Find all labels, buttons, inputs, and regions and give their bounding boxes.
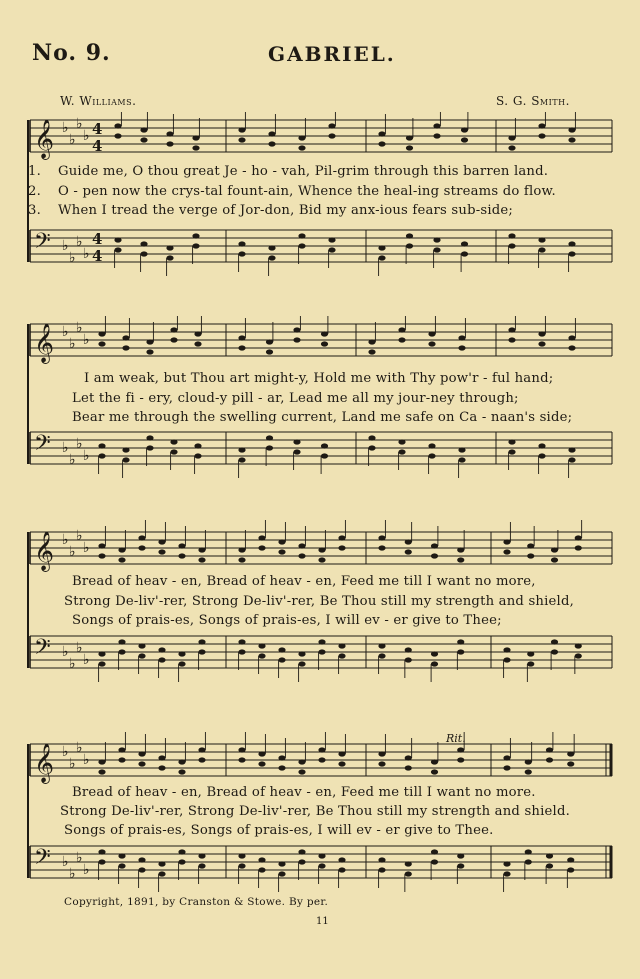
notehead: [527, 651, 534, 656]
notehead: [321, 443, 328, 448]
page-number: 11: [316, 916, 329, 927]
flat-icon: ♭: [76, 850, 83, 866]
notehead: [268, 131, 275, 136]
notehead: [405, 539, 412, 544]
treble-staff: [30, 316, 612, 364]
notehead: [398, 439, 405, 444]
hymn-title: GABRIEL.: [268, 42, 396, 66]
notehead: [338, 857, 345, 862]
notehead: [321, 331, 328, 336]
notehead: [98, 543, 105, 548]
flat-icon: ♭: [76, 640, 83, 656]
flat-icon: ♭: [69, 336, 76, 352]
notehead: [238, 447, 245, 452]
lyric-line: Bear me through the swelling current, Land me safe on Ca - naan's side;: [72, 410, 573, 425]
notehead: [551, 547, 558, 552]
notehead: [378, 751, 385, 756]
flat-icon: ♭: [62, 120, 69, 136]
notehead: [146, 435, 153, 440]
notehead: [405, 861, 412, 866]
notehead: [192, 233, 199, 238]
notehead: [98, 331, 105, 336]
staff-graphic: [26, 112, 616, 288]
flat-icon: ♭: [62, 238, 69, 254]
notehead: [198, 639, 205, 644]
treble-clef-icon: 𝄞: [34, 743, 55, 783]
bass-staff: [30, 229, 612, 276]
notehead: [508, 327, 515, 332]
flat-icon: ♭: [69, 756, 76, 772]
notehead: [238, 853, 245, 858]
flat-icon: ♭: [69, 250, 76, 266]
notehead: [178, 543, 185, 548]
treble-clef-icon: 𝄞: [34, 119, 55, 159]
notehead: [538, 331, 545, 336]
flat-icon: ♭: [76, 320, 83, 336]
notehead: [298, 759, 305, 764]
notehead: [114, 237, 121, 242]
notehead: [298, 233, 305, 238]
notehead: [138, 857, 145, 862]
notehead: [328, 237, 335, 242]
lyric-line: Bread of heav - en, Bread of heav - en, Feed me till I want no more.: [72, 785, 536, 800]
notehead: [170, 327, 177, 332]
notehead: [258, 535, 265, 540]
notehead: [298, 651, 305, 656]
notehead: [431, 849, 438, 854]
notehead: [457, 639, 464, 644]
notehead: [575, 643, 582, 648]
svg-text:4: 4: [92, 247, 103, 265]
notehead: [238, 241, 245, 246]
notehead: [398, 327, 405, 332]
treble-staff: [30, 732, 612, 784]
notehead: [278, 647, 285, 652]
notehead: [178, 759, 185, 764]
notehead: [457, 747, 464, 752]
notehead: [238, 335, 245, 340]
notehead: [238, 547, 245, 552]
flat-icon: ♭: [69, 866, 76, 882]
notehead: [338, 535, 345, 540]
notehead: [527, 543, 534, 548]
composer-credit: S. G. Smith.: [496, 94, 570, 108]
flat-icon: ♭: [76, 528, 83, 544]
notehead: [551, 639, 558, 644]
notehead: [368, 339, 375, 344]
notehead: [266, 435, 273, 440]
notehead: [508, 233, 515, 238]
notehead: [158, 861, 165, 866]
notehead: [178, 849, 185, 854]
lyric-line: 2. O - pen now the crys-tal fount-ain, Whence the heal-ing streams do flow.: [28, 184, 556, 199]
flat-icon: ♭: [83, 332, 90, 348]
notehead: [458, 447, 465, 452]
notehead: [118, 547, 125, 552]
treble-clef-icon: 𝄞: [34, 531, 55, 571]
notehead: [118, 747, 125, 752]
notehead: [293, 327, 300, 332]
staff-graphic: [26, 520, 616, 700]
notehead: [122, 335, 129, 340]
notehead: [428, 443, 435, 448]
flat-icon: ♭: [69, 656, 76, 672]
notehead: [298, 849, 305, 854]
notehead: [118, 853, 125, 858]
notehead: [258, 643, 265, 648]
notehead: [567, 857, 574, 862]
notehead: [318, 853, 325, 858]
notehead: [538, 443, 545, 448]
notehead: [368, 435, 375, 440]
notehead: [238, 639, 245, 644]
notehead: [538, 123, 545, 128]
notehead: [138, 535, 145, 540]
notehead: [198, 853, 205, 858]
flat-icon: ♭: [83, 128, 90, 144]
flat-icon: ♭: [62, 324, 69, 340]
notehead: [194, 443, 201, 448]
lyric-line: 1. Guide me, O thou great Je - ho - vah, Pil-grim through this barren land.: [28, 164, 549, 179]
notehead: [178, 651, 185, 656]
notehead: [568, 127, 575, 132]
notehead: [140, 241, 147, 246]
notehead: [431, 543, 438, 548]
notehead: [378, 857, 385, 862]
flat-icon: ♭: [76, 740, 83, 756]
notehead: [338, 751, 345, 756]
notehead: [146, 339, 153, 344]
notehead: [238, 127, 245, 132]
notehead: [546, 853, 553, 858]
notehead: [503, 539, 510, 544]
notehead: [170, 439, 177, 444]
notehead: [433, 237, 440, 242]
notehead: [405, 647, 412, 652]
flat-icon: ♭: [83, 752, 90, 768]
bass-clef-icon: 𝄢: [34, 845, 51, 875]
notehead: [140, 127, 147, 132]
notehead: [568, 447, 575, 452]
notehead: [575, 535, 582, 540]
notehead: [278, 861, 285, 866]
notehead: [238, 747, 245, 752]
hymn-number: No. 9.: [32, 40, 111, 66]
notehead: [98, 443, 105, 448]
notehead: [406, 135, 413, 140]
notehead: [461, 241, 468, 246]
flat-icon: ♭: [69, 132, 76, 148]
flat-icon: ♭: [69, 452, 76, 468]
flat-icon: ♭: [62, 854, 69, 870]
notehead: [278, 755, 285, 760]
notehead: [98, 849, 105, 854]
notehead: [258, 751, 265, 756]
notehead: [405, 755, 412, 760]
notehead: [298, 543, 305, 548]
music-system-3: [26, 520, 616, 700]
notehead: [258, 857, 265, 862]
notehead: [538, 237, 545, 242]
flat-icon: ♭: [83, 448, 90, 464]
flat-icon: ♭: [83, 246, 90, 262]
bass-staff: [30, 635, 612, 682]
notehead: [318, 639, 325, 644]
notehead: [198, 547, 205, 552]
svg-text:4: 4: [92, 120, 103, 138]
notehead: [122, 447, 129, 452]
svg-text:4: 4: [92, 230, 103, 248]
notehead: [138, 643, 145, 648]
notehead: [278, 539, 285, 544]
notehead: [194, 331, 201, 336]
notehead: [192, 135, 199, 140]
notehead: [508, 439, 515, 444]
bass-clef-icon: 𝄢: [34, 431, 51, 461]
ritardando-marking: Rit.: [446, 732, 466, 745]
notehead: [568, 335, 575, 340]
lyric-line: Songs of prais-es, Songs of prais-es, I will ev - er give to Thee;: [72, 613, 502, 628]
notehead: [98, 759, 105, 764]
lyric-line: 3. When I tread the verge of Jor-don, Bid my anx-ious fears sub-side;: [28, 203, 514, 218]
notehead: [166, 131, 173, 136]
flat-icon: ♭: [62, 744, 69, 760]
flat-icon: ♭: [62, 644, 69, 660]
treble-staff: [30, 112, 612, 160]
notehead: [158, 755, 165, 760]
treble-staff: [30, 520, 612, 572]
notehead: [503, 755, 510, 760]
notehead: [98, 651, 105, 656]
flat-icon: ♭: [76, 436, 83, 452]
notehead: [338, 643, 345, 648]
bass-clef-icon: 𝄢: [34, 229, 51, 259]
notehead: [158, 647, 165, 652]
bass-clef-icon: 𝄢: [34, 635, 51, 665]
flat-icon: ♭: [62, 532, 69, 548]
lyric-line: Let the fi - ery, cloud-y pill - ar, Lead me all my jour-ney through;: [72, 391, 519, 406]
notehead: [508, 135, 515, 140]
notehead: [378, 245, 385, 250]
notehead: [378, 643, 385, 648]
notehead: [503, 647, 510, 652]
notehead: [431, 651, 438, 656]
notehead: [568, 241, 575, 246]
notehead: [546, 747, 553, 752]
notehead: [433, 123, 440, 128]
lyric-line: Songs of prais-es, Songs of prais-es, I will ev - er give to Thee.: [64, 823, 494, 838]
notehead: [328, 123, 335, 128]
notehead: [266, 339, 273, 344]
notehead: [428, 331, 435, 336]
notehead: [114, 123, 121, 128]
notehead: [503, 861, 510, 866]
notehead: [378, 131, 385, 136]
lyric-line: Strong De-liv'-rer, Strong De-liv'-rer, Be Thou still my strength and shield.: [60, 804, 570, 819]
notehead: [406, 233, 413, 238]
notehead: [318, 747, 325, 752]
notehead: [457, 853, 464, 858]
bass-staff: [30, 431, 612, 478]
notehead: [298, 135, 305, 140]
flat-icon: ♭: [83, 652, 90, 668]
notehead: [378, 535, 385, 540]
flat-icon: ♭: [76, 234, 83, 250]
notehead: [431, 759, 438, 764]
notehead: [138, 751, 145, 756]
author-credit: W. Williams.: [60, 94, 137, 108]
notehead: [567, 751, 574, 756]
lyric-line: Strong De-liv'-rer, Strong De-liv'-rer, Be Thou still my strength and shield,: [64, 594, 574, 609]
notehead: [158, 539, 165, 544]
copyright-notice: Copyright, 1891, by Cranston & Stowe. By per.: [64, 896, 329, 908]
notehead: [268, 245, 275, 250]
lyric-line: Bread of heav - en, Bread of heav - en, Feed me till I want no more,: [72, 574, 536, 589]
music-system-1: [26, 112, 616, 288]
flat-icon: ♭: [76, 116, 83, 132]
notehead: [318, 547, 325, 552]
notehead: [525, 849, 532, 854]
notehead: [198, 747, 205, 752]
notehead: [458, 335, 465, 340]
notehead: [525, 759, 532, 764]
notehead: [461, 127, 468, 132]
notehead: [293, 439, 300, 444]
notehead: [118, 639, 125, 644]
notehead: [166, 245, 173, 250]
svg-text:4: 4: [92, 137, 103, 155]
notehead: [457, 547, 464, 552]
flat-icon: ♭: [62, 440, 69, 456]
bass-staff: [30, 845, 612, 892]
flat-icon: ♭: [83, 540, 90, 556]
flat-icon: ♭: [69, 544, 76, 560]
lyric-line: I am weak, but Thou art might-y, Hold me with Thy pow'r - ful hand;: [84, 371, 554, 386]
treble-clef-icon: 𝄞: [34, 323, 55, 363]
flat-icon: ♭: [83, 862, 90, 878]
